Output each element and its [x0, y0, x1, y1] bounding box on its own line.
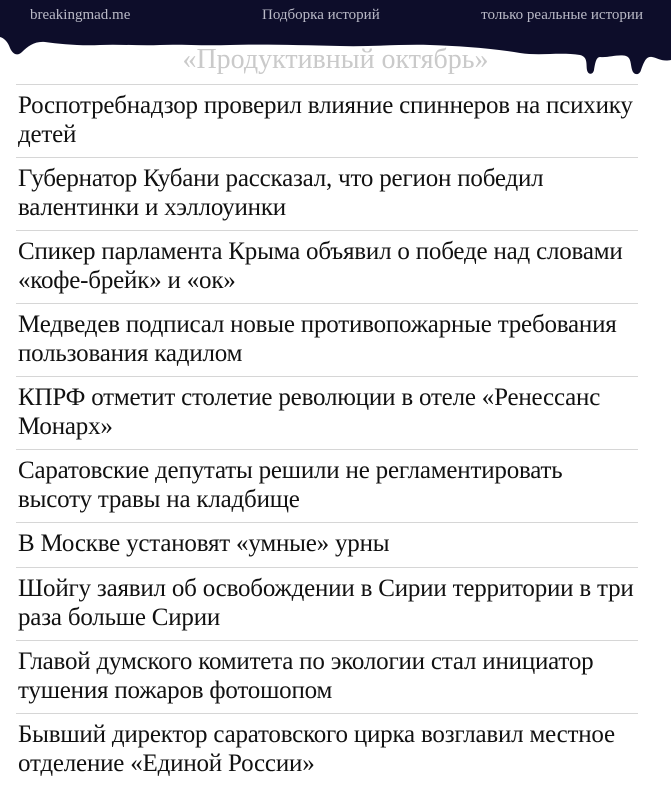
- story-item[interactable]: [16, 157, 638, 230]
- story-item[interactable]: [16, 567, 638, 640]
- story-item[interactable]: [16, 376, 638, 449]
- story-item[interactable]: [16, 230, 638, 303]
- site-logo-link[interactable]: breakingmad.me: [30, 7, 131, 23]
- nav-tagline-link[interactable]: только реальные истории: [481, 7, 643, 23]
- story-headline[interactable]: В Москве установят «умные» урны: [18, 530, 390, 557]
- nav-stories-link[interactable]: Подборка историй: [262, 7, 380, 23]
- page-title: «Продуктивный октябрь»: [182, 44, 489, 75]
- story-headline[interactable]: Спикер парламента Крыма объявил о победе над словами «кофе-брейк» и «ок»: [18, 238, 623, 294]
- story-headline[interactable]: Главой думского комитета по экологии стал инициатор тушения пожаров фотошопом: [18, 648, 594, 704]
- story-headline[interactable]: КПРФ отметит столетие революции в отеле «Ренессанс Монарх»: [18, 384, 601, 440]
- story-item[interactable]: [16, 449, 638, 522]
- story-item[interactable]: [16, 713, 638, 786]
- story-headline[interactable]: Губернатор Кубани рассказал, что регион победил валентинки и хэллоуинки: [18, 165, 544, 221]
- story-headline[interactable]: Шойгу заявил об освобождении в Сирии территории в три раза больше Сирии: [18, 575, 634, 631]
- story-headline[interactable]: Медведев подписал новые противопожарные требования пользования кадилом: [18, 311, 617, 367]
- story-item[interactable]: [16, 303, 638, 376]
- story-headline[interactable]: Бывший директор саратовского цирка возглавил местное отделение «Единой России»: [18, 721, 615, 777]
- story-list: [16, 84, 638, 786]
- story-item[interactable]: [16, 640, 638, 713]
- story-item[interactable]: [16, 84, 638, 157]
- story-headline[interactable]: Роспотребнадзор проверил влияние спиннеров на психику детей: [18, 92, 633, 148]
- story-item[interactable]: [16, 522, 638, 567]
- story-headline[interactable]: Саратовские депутаты решили не регламентировать высоту травы на кладбище: [18, 457, 563, 513]
